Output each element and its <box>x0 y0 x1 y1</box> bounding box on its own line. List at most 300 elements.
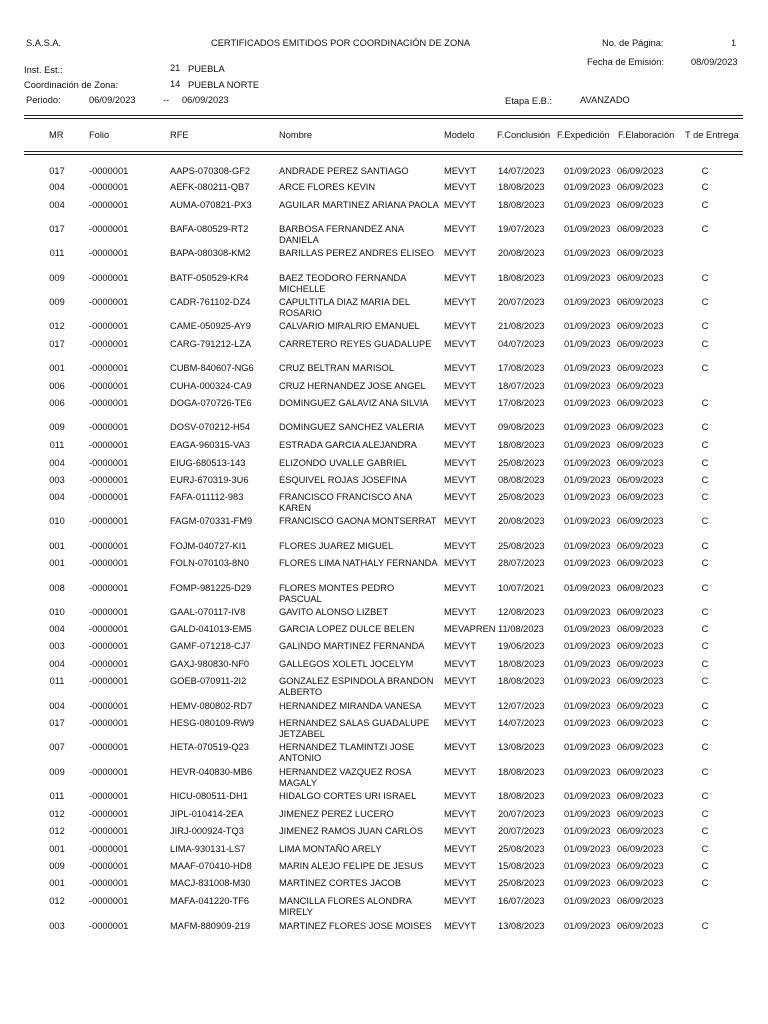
coord-name: PUEBLA NORTE <box>188 80 260 90</box>
row-modelo: MEVYT <box>444 718 477 728</box>
inst-label: Inst. Est.: <box>24 65 63 75</box>
row-modelo: MEVYT <box>444 878 477 888</box>
row-conclusion: 20/07/2023 <box>498 809 545 819</box>
col-modelo: Modelo <box>444 130 475 140</box>
row-conclusion: 25/08/2023 <box>498 458 545 468</box>
row-conclusion: 19/07/2023 <box>498 224 545 234</box>
row-conclusion: 13/08/2023 <box>498 742 545 752</box>
row-rfe: BATF-050529-KR4 <box>170 273 249 283</box>
row-entrega: C <box>701 541 709 551</box>
row-conclusion: 20/08/2023 <box>498 248 545 258</box>
row-entrega: C <box>701 607 709 617</box>
issue-date-label: Fecha de Emisión: <box>587 57 664 67</box>
row-folio: -0000001 <box>89 826 129 836</box>
row-entrega: C <box>701 701 709 711</box>
row-conclusion: 09/08/2023 <box>498 422 545 432</box>
row-folio: -0000001 <box>89 921 129 931</box>
row-conclusion: 18/07/2023 <box>498 381 545 391</box>
row-rfe: AAPS-070308-GF2 <box>170 166 251 176</box>
row-modelo: MEVYT <box>444 791 477 801</box>
row-nombre: FRANCISCO FRANCISCO ANA KAREN <box>279 492 412 513</box>
row-rfe: FOJM-040727-KI1 <box>170 541 247 551</box>
row-conclusion: 25/08/2023 <box>498 844 545 854</box>
period-separator: -- <box>163 95 170 105</box>
row-nombre: MARTINEZ CORTES JACOB <box>279 878 402 888</box>
row-elaboracion: 06/09/2023 <box>617 676 664 686</box>
row-conclusion: 15/08/2023 <box>498 861 545 871</box>
row-rfe: EAGA-960315-VA3 <box>170 440 250 450</box>
row-expedicion: 01/09/2023 <box>564 200 611 210</box>
period-label: Periodo: <box>26 95 61 105</box>
row-expedicion: 01/09/2023 <box>564 166 611 176</box>
row-mr: 009 <box>49 422 65 432</box>
row-entrega: C <box>701 339 709 349</box>
row-rfe: HEVR-040830-MB6 <box>170 767 253 777</box>
row-entrega: C <box>701 475 709 485</box>
row-conclusion: 17/08/2023 <box>498 398 545 408</box>
row-modelo: MEVYT <box>444 321 477 331</box>
row-nombre: GAVITO ALONSO LIZBET <box>279 607 389 617</box>
row-mr: 011 <box>49 676 65 686</box>
row-entrega: C <box>701 440 709 450</box>
row-folio: -0000001 <box>89 742 129 752</box>
row-folio: -0000001 <box>89 224 129 234</box>
page-number: 1 <box>731 38 737 48</box>
row-modelo: MEVYT <box>444 297 477 307</box>
row-nombre: HIDALGO CORTES URI ISRAEL <box>279 791 417 801</box>
row-nombre: JIMENEZ RAMOS JUAN CARLOS <box>279 826 424 836</box>
row-modelo: MEVYT <box>444 422 477 432</box>
row-entrega: C <box>701 921 709 931</box>
row-conclusion: 28/07/2023 <box>498 558 545 568</box>
row-conclusion: 11/08/2023 <box>498 624 544 634</box>
page-number-label: No. de Página: <box>602 38 664 48</box>
row-expedicion: 01/09/2023 <box>564 321 611 331</box>
row-conclusion: 12/08/2023 <box>498 607 545 617</box>
row-modelo: MEVYT <box>444 224 477 234</box>
row-rfe: HEMV-080802-RD7 <box>170 701 253 711</box>
row-folio: -0000001 <box>89 339 129 349</box>
header-rule-top <box>24 115 743 116</box>
stage-label: Etapa E.B.: <box>505 96 553 106</box>
row-rfe: HESG-080109-RW9 <box>170 718 255 728</box>
row-folio: -0000001 <box>89 440 129 450</box>
stage-value: AVANZADO <box>580 95 630 105</box>
row-modelo: MEVYT <box>444 861 477 871</box>
row-nombre: CALVARIO MIRALRIO EMANUEL <box>279 321 420 331</box>
row-entrega: C <box>701 182 709 192</box>
inst-name: PUEBLA <box>188 64 225 74</box>
row-conclusion: 19/06/2023 <box>498 641 545 651</box>
row-modelo: MEVYT <box>444 826 477 836</box>
row-folio: -0000001 <box>89 398 129 408</box>
row-rfe: GAXJ-980830-NF0 <box>170 659 250 669</box>
row-mr: 001 <box>49 541 65 551</box>
row-expedicion: 01/09/2023 <box>564 676 611 686</box>
row-entrega: C <box>701 878 709 888</box>
row-modelo: MEVYT <box>444 896 477 906</box>
table-row <box>0 921 768 951</box>
row-expedicion: 01/09/2023 <box>564 458 611 468</box>
row-entrega: C <box>701 676 709 686</box>
row-expedicion: 01/09/2023 <box>564 809 611 819</box>
row-folio: -0000001 <box>89 381 129 391</box>
row-rfe: HICU-080511-DH1 <box>170 791 248 801</box>
row-folio: -0000001 <box>89 878 129 888</box>
row-expedicion: 01/09/2023 <box>564 398 611 408</box>
row-rfe: GAMF-071218-CJ7 <box>170 641 251 651</box>
row-rfe: EURJ-670319-3U6 <box>170 475 249 485</box>
row-entrega: C <box>701 624 709 634</box>
row-elaboracion: 06/09/2023 <box>617 659 664 669</box>
row-nombre: BARILLAS PEREZ ANDRES ELISEO <box>279 248 435 258</box>
row-rfe: JIPL-010414-2EA <box>170 809 244 819</box>
row-nombre: CAPULTITLA DIAZ MARIA DEL ROSARIO <box>279 297 410 318</box>
row-nombre: JIMENEZ PEREZ LUCERO <box>279 809 394 819</box>
row-entrega: C <box>701 422 709 432</box>
row-expedicion: 01/09/2023 <box>564 541 611 551</box>
row-entrega: C <box>701 273 709 283</box>
row-mr: 011 <box>49 440 65 450</box>
row-entrega: C <box>701 321 709 331</box>
row-modelo: MEVYT <box>444 641 477 651</box>
col-mr: MR <box>49 130 64 140</box>
row-modelo: MEVYT <box>444 516 477 526</box>
row-folio: -0000001 <box>89 791 129 801</box>
row-mr: 010 <box>49 607 65 617</box>
row-modelo: MEVYT <box>444 339 477 349</box>
header-rule-top-2 <box>24 118 743 119</box>
row-nombre: CARRETERO REYES GUADALUPE <box>279 339 432 349</box>
row-conclusion: 20/07/2023 <box>498 826 545 836</box>
row-conclusion: 14/07/2023 <box>498 718 545 728</box>
row-elaboracion: 06/09/2023 <box>617 624 664 634</box>
row-modelo: MEVYT <box>444 558 477 568</box>
row-conclusion: 12/07/2023 <box>498 701 545 711</box>
row-expedicion: 01/09/2023 <box>564 381 611 391</box>
row-entrega: C <box>701 458 709 468</box>
row-rfe: CUBM-840607-NG6 <box>170 363 254 373</box>
row-conclusion: 18/08/2023 <box>498 273 545 283</box>
row-elaboracion: 06/09/2023 <box>617 921 664 931</box>
row-modelo: MEVAPREN <box>444 624 496 634</box>
row-conclusion: 16/07/2023 <box>498 896 545 906</box>
row-nombre: MANCILLA FLORES ALONDRA MIRELY <box>279 896 412 917</box>
row-folio: -0000001 <box>89 809 129 819</box>
row-elaboracion: 06/09/2023 <box>617 182 664 192</box>
row-expedicion: 01/09/2023 <box>564 607 611 617</box>
row-elaboracion: 06/09/2023 <box>617 861 664 871</box>
row-mr: 017 <box>49 224 65 234</box>
row-mr: 017 <box>49 339 65 349</box>
row-expedicion: 01/09/2023 <box>564 583 611 593</box>
row-expedicion: 01/09/2023 <box>564 182 611 192</box>
row-rfe: DOSV-070212-H54 <box>170 422 251 432</box>
report-title: CERTIFICADOS EMITIDOS POR COORDINACIÓN DE ZONA <box>211 38 471 48</box>
row-modelo: MEVYT <box>444 809 477 819</box>
row-expedicion: 01/09/2023 <box>564 791 611 801</box>
row-modelo: MEVYT <box>444 607 477 617</box>
row-folio: -0000001 <box>89 541 129 551</box>
row-nombre: CRUZ BELTRAN MARISOL <box>279 363 395 373</box>
row-elaboracion: 06/09/2023 <box>617 321 664 331</box>
row-entrega: C <box>701 718 709 728</box>
row-mr: 017 <box>49 166 65 176</box>
row-elaboracion: 06/09/2023 <box>617 475 664 485</box>
row-expedicion: 01/09/2023 <box>564 475 611 485</box>
row-expedicion: 01/09/2023 <box>564 701 611 711</box>
row-folio: -0000001 <box>89 659 129 669</box>
row-expedicion: 01/09/2023 <box>564 558 611 568</box>
row-elaboracion: 06/09/2023 <box>617 607 664 617</box>
row-nombre: LIMA MONTAÑO ARELY <box>279 844 382 854</box>
row-rfe: GOEB-070911-2I2 <box>170 676 247 686</box>
row-folio: -0000001 <box>89 492 129 502</box>
row-elaboracion: 06/09/2023 <box>617 791 664 801</box>
row-rfe: JIRJ-000924-TQ3 <box>170 826 244 836</box>
row-rfe: EIUG-680513-143 <box>170 458 246 468</box>
row-expedicion: 01/09/2023 <box>564 248 611 258</box>
row-elaboracion: 06/09/2023 <box>617 718 664 728</box>
row-elaboracion: 06/09/2023 <box>617 200 664 210</box>
row-expedicion: 01/09/2023 <box>564 921 611 931</box>
row-nombre: FLORES MONTES PEDRO PASCUAL <box>279 583 395 604</box>
row-modelo: MEVYT <box>444 200 477 210</box>
row-modelo: MEVYT <box>444 921 477 931</box>
row-rfe: LIMA-930131-LS7 <box>170 844 246 854</box>
row-rfe: MAAF-070410-HD8 <box>170 861 252 871</box>
row-modelo: MEVYT <box>444 381 477 391</box>
row-expedicion: 01/09/2023 <box>564 718 611 728</box>
row-mr: 012 <box>49 826 65 836</box>
row-elaboracion: 06/09/2023 <box>617 422 664 432</box>
row-mr: 009 <box>49 273 65 283</box>
row-expedicion: 01/09/2023 <box>564 861 611 871</box>
issue-date: 08/09/2023 <box>691 57 738 67</box>
row-expedicion: 01/09/2023 <box>564 422 611 432</box>
row-rfe: MACJ-831008-M30 <box>170 878 251 888</box>
row-mr: 001 <box>49 558 65 568</box>
row-elaboracion: 06/09/2023 <box>617 273 664 283</box>
row-elaboracion: 06/09/2023 <box>617 440 664 450</box>
row-elaboracion: 06/09/2023 <box>617 878 664 888</box>
row-folio: -0000001 <box>89 583 129 593</box>
row-elaboracion: 06/09/2023 <box>617 458 664 468</box>
row-elaboracion: 06/09/2023 <box>617 297 664 307</box>
row-folio: -0000001 <box>89 844 129 854</box>
row-rfe: CARG-791212-LZA <box>170 339 252 349</box>
row-modelo: MEVYT <box>444 398 477 408</box>
row-elaboracion: 06/09/2023 <box>617 701 664 711</box>
row-nombre: ANDRADE PEREZ SANTIAGO <box>279 166 409 176</box>
row-nombre: FRANCISCO GAONA MONTSERRAT <box>279 516 437 526</box>
row-rfe: FAFA-011112-983 <box>170 492 244 502</box>
row-conclusion: 18/08/2023 <box>498 676 545 686</box>
row-rfe: MAFM-880909-219 <box>170 921 251 931</box>
row-mr: 009 <box>49 297 65 307</box>
row-nombre: BAEZ TEODORO FERNANDA MICHELLE <box>279 273 406 294</box>
row-folio: -0000001 <box>89 297 129 307</box>
row-folio: -0000001 <box>89 607 129 617</box>
col-conclusion: F.Conclusión <box>497 130 551 140</box>
row-conclusion: 13/08/2023 <box>498 921 545 931</box>
row-mr: 010 <box>49 516 65 526</box>
row-mr: 012 <box>49 896 65 906</box>
col-folio: Folio <box>89 130 110 140</box>
row-nombre: FLORES LIMA NATHALY FERNANDA <box>279 558 438 568</box>
row-nombre: MARTINEZ FLORES JOSE MOISES <box>279 921 432 931</box>
row-mr: 011 <box>49 791 65 801</box>
row-conclusion: 25/08/2023 <box>498 878 545 888</box>
row-modelo: MEVYT <box>444 475 477 485</box>
row-mr: 003 <box>49 641 65 651</box>
row-folio: -0000001 <box>89 363 129 373</box>
row-rfe: CUHA-000324-CA9 <box>170 381 252 391</box>
row-entrega: C <box>701 363 709 373</box>
row-expedicion: 01/09/2023 <box>564 297 611 307</box>
row-mr: 004 <box>49 182 65 192</box>
row-mr: 008 <box>49 583 65 593</box>
row-conclusion: 18/08/2023 <box>498 440 545 450</box>
row-elaboracion: 06/09/2023 <box>617 583 664 593</box>
col-elaboracion: F.Elaboración <box>618 130 675 140</box>
row-mr: 009 <box>49 861 65 871</box>
row-rfe: BAPA-080308-KM2 <box>170 248 251 258</box>
row-nombre: FLORES JUAREZ MIGUEL <box>279 541 394 551</box>
row-nombre: GALINDO MARTINEZ FERNANDA <box>279 641 425 651</box>
col-rfe: RFE <box>170 130 189 140</box>
row-elaboracion: 06/09/2023 <box>617 224 664 234</box>
period-to: 06/09/2023 <box>182 95 229 105</box>
row-modelo: MEVYT <box>444 458 477 468</box>
row-conclusion: 18/08/2023 <box>498 182 545 192</box>
row-folio: -0000001 <box>89 558 129 568</box>
row-entrega: C <box>701 742 709 752</box>
row-mr: 006 <box>49 398 65 408</box>
row-conclusion: 14/07/2023 <box>498 166 545 176</box>
coord-code: 14 <box>170 79 181 89</box>
row-entrega: C <box>701 844 709 854</box>
row-nombre: HERNANDEZ TLAMINTZI JOSE ANTONIO <box>279 742 415 763</box>
row-mr: 004 <box>49 624 65 634</box>
row-modelo: MEVYT <box>444 767 477 777</box>
row-expedicion: 01/09/2023 <box>564 844 611 854</box>
row-entrega: C <box>701 492 709 502</box>
row-rfe: FAGM-070331-FM9 <box>170 516 253 526</box>
row-conclusion: 10/07/2021 <box>498 583 545 593</box>
header-rule-bottom <box>24 151 743 152</box>
row-elaboracion: 06/09/2023 <box>617 516 664 526</box>
row-nombre: HERNANDEZ SALAS GUADALUPE JETZABEL <box>279 718 430 739</box>
row-expedicion: 01/09/2023 <box>564 273 611 283</box>
row-elaboracion: 06/09/2023 <box>617 166 664 176</box>
row-entrega: C <box>701 659 709 669</box>
row-folio: -0000001 <box>89 676 129 686</box>
row-modelo: MEVYT <box>444 676 477 686</box>
row-rfe: FOMP-981225-D29 <box>170 583 252 593</box>
row-folio: -0000001 <box>89 516 129 526</box>
row-folio: -0000001 <box>89 861 129 871</box>
row-elaboracion: 06/09/2023 <box>617 339 664 349</box>
period-from: 06/09/2023 <box>89 95 136 105</box>
row-entrega: C <box>701 767 709 777</box>
row-elaboracion: 06/09/2023 <box>617 398 664 408</box>
row-modelo: MEVYT <box>444 659 477 669</box>
row-expedicion: 01/09/2023 <box>564 516 611 526</box>
row-folio: -0000001 <box>89 718 129 728</box>
row-rfe: FOLN-070103-8N0 <box>170 558 250 568</box>
row-conclusion: 25/08/2023 <box>498 492 545 502</box>
row-conclusion: 04/07/2023 <box>498 339 545 349</box>
row-folio: -0000001 <box>89 321 129 331</box>
row-nombre: ESQUIVEL ROJAS JOSEFINA <box>279 475 407 485</box>
row-modelo: MEVYT <box>444 440 477 450</box>
row-rfe: MAFA-041220-TF6 <box>170 896 250 906</box>
row-folio: -0000001 <box>89 624 129 634</box>
row-mr: 007 <box>49 742 65 752</box>
row-nombre: MARIN ALEJO FELIPE DE JESUS <box>279 861 424 871</box>
row-mr: 006 <box>49 381 65 391</box>
row-elaboracion: 06/09/2023 <box>617 558 664 568</box>
header-rule-bottom-2 <box>24 154 743 155</box>
row-entrega: C <box>701 558 709 568</box>
row-elaboracion: 06/09/2023 <box>617 896 664 906</box>
row-entrega: C <box>701 583 709 593</box>
row-entrega: C <box>701 791 709 801</box>
row-expedicion: 01/09/2023 <box>564 339 611 349</box>
col-nombre: Nombre <box>279 130 313 140</box>
row-conclusion: 17/08/2023 <box>498 363 545 373</box>
row-nombre: BARBOSA FERNANDEZ ANA DANIELA <box>279 224 404 245</box>
row-rfe: CADR-761102-DZ4 <box>170 297 251 307</box>
row-rfe: HETA-070519-Q23 <box>170 742 249 752</box>
row-entrega: C <box>701 200 709 210</box>
row-entrega: C <box>701 809 709 819</box>
row-nombre: DOMINGUEZ SANCHEZ VALERIA <box>279 422 424 432</box>
row-mr: 011 <box>49 248 65 258</box>
row-nombre: CRUZ HERNANDEZ JOSE ANGEL <box>279 381 426 391</box>
row-rfe: BAFA-080529-RT2 <box>170 224 249 234</box>
row-conclusion: 20/07/2023 <box>498 297 545 307</box>
row-nombre: ESTRADA GARCIA ALEJANDRA <box>279 440 417 450</box>
row-elaboracion: 06/09/2023 <box>617 248 664 258</box>
row-entrega: C <box>701 861 709 871</box>
row-folio: -0000001 <box>89 896 129 906</box>
row-conclusion: 08/08/2023 <box>498 475 545 485</box>
row-entrega: C <box>701 166 709 176</box>
row-mr: 004 <box>49 200 65 210</box>
row-modelo: MEVYT <box>444 701 477 711</box>
row-expedicion: 01/09/2023 <box>564 224 611 234</box>
row-elaboracion: 06/09/2023 <box>617 641 664 651</box>
row-rfe: CAME-050925-AY9 <box>170 321 251 331</box>
row-expedicion: 01/09/2023 <box>564 363 611 373</box>
row-rfe: GALD-041013-EM5 <box>170 624 252 634</box>
row-modelo: MEVYT <box>444 541 477 551</box>
row-nombre: AGUILAR MARTINEZ ARIANA PAOLA <box>279 200 439 210</box>
row-nombre: DOMINGUEZ GALAVIZ ANA SILVIA <box>279 398 429 408</box>
row-modelo: MEVYT <box>444 583 477 593</box>
row-folio: -0000001 <box>89 248 129 258</box>
row-modelo: MEVYT <box>444 742 477 752</box>
col-expedicion: F.Expedición <box>557 130 610 140</box>
row-mr: 003 <box>49 921 65 931</box>
row-elaboracion: 06/09/2023 <box>617 767 664 777</box>
row-rfe: AUMA-070821-PX3 <box>170 200 252 210</box>
row-mr: 004 <box>49 701 65 711</box>
row-rfe: AEFK-080211-QB7 <box>170 182 250 192</box>
row-elaboracion: 06/09/2023 <box>617 742 664 752</box>
